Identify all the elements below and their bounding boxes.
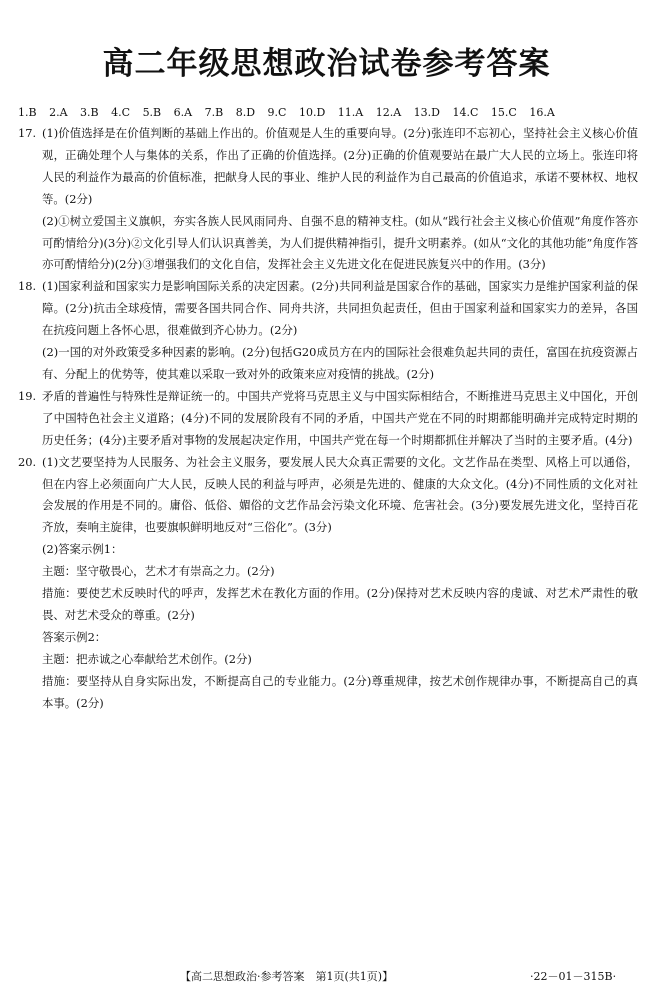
- question-17: [18, 123, 638, 276]
- answer-paragraph: (2)①树立爱国主义旗帜，夯实各族人民风雨同舟、自强不息的精神支柱。(如从“践行社会主义核心价值观”角度作答亦可酌情给分)(3分)②文化引导人们认识真善美，为人们提供精神指引，提升文明素养。(如从“文化的其他功能”角度作答亦可酌情给分)(2分)③增强我们的文化自信，发挥社会主义先进文化在促进民族复兴中的作用。(3分): [42, 213, 638, 272]
- page-footer: [0, 968, 653, 986]
- choice-answer: 8.D: [235, 106, 256, 119]
- question-number: 19.: [18, 388, 37, 403]
- answer-paragraph: 主题：把赤诚之心奉献给艺术创作。(2分): [42, 651, 252, 666]
- choice-answer: 14.C: [452, 106, 479, 119]
- page-title: 高二年级思想政治试卷参考答案: [102, 46, 551, 82]
- answer-paragraph: (1)价值选择是在价值判断的基础上作出的。价值观是人生的重要向导。(2分)张连印不忘初心，坚持社会主义核心价值观，正确处理个人与集体的关系，作出了正确的价值选择。(2分)正确的价值观要站在最广大人民的立场上。张连印将人民的利益作为最高的价值标准，把献身人民的事业、维护人民的利益作为自己最高的价值追求，承诺不要林权、地权等。(2分): [42, 126, 638, 206]
- question-content: [42, 386, 638, 452]
- question-18: [18, 276, 638, 386]
- answer-paragraph: 措施：要使艺术反映时代的呼声，发挥艺术在教化方面的作用。(2分)保持对艺术反映内容的虔诚、对艺术严肃性的敬畏、对艺术受众的尊重。(2分): [42, 586, 638, 622]
- question-content: [42, 123, 638, 276]
- answer-paragraph: (1)国家利益和国家实力是影响国际关系的决定因素。(2分)共同利益是国家合作的基础，国家实力是维护国家利益的保障。(2分)抗击全球疫情，需要各国共同合作、同舟共济，共同担负起责任，但由于国家利益和国家实力的差异，各国在抗疫问题上各怀心思，很难做到齐心协力。(2分): [42, 279, 638, 338]
- answer-body: [18, 123, 638, 714]
- choice-answer: 3.B: [80, 106, 99, 119]
- question-content: [42, 452, 638, 715]
- answer-paragraph: 措施：要坚持从自身实际出发，不断提高自己的专业能力。(2分)尊重规律，按艺术创作规律办事，不断提高自己的真本事。(2分): [42, 673, 638, 710]
- question-number: 20.: [18, 454, 37, 469]
- choice-answer: 9.C: [267, 106, 287, 119]
- answer-paragraph: 答案示例2：: [42, 629, 107, 644]
- footer-page-info: 【高二思想政治·参考答案 第1页(共1页)】: [180, 970, 394, 983]
- question-number: 17.: [18, 126, 37, 140]
- question-20: [18, 452, 638, 715]
- choice-answer: 12.A: [375, 106, 402, 119]
- choice-answer: 13.D: [413, 106, 440, 119]
- choice-answer: 4.C: [111, 106, 131, 119]
- question-19: [18, 386, 638, 452]
- choice-answer: 10.D: [298, 106, 326, 119]
- answer-paragraph: (2)答案示例1：: [42, 542, 123, 557]
- choice-answer: 11.A: [337, 106, 364, 119]
- choice-answer: 16.A: [529, 106, 555, 119]
- choice-answer: 15.C: [490, 106, 517, 119]
- answer-paragraph: (2)一国的对外政策受多种因素的影响。(2分)包括G20成员方在内的国际社会很难负起共同的责任，富国在抗疫资源占有、分配上的优势等，使其难以采取一致对外的政策来应对疫情的挑战。(2分): [42, 345, 638, 381]
- choice-answer: 2.A: [49, 106, 68, 119]
- answer-paragraph: (1)文艺要坚持为人民服务、为社会主义服务，要发展人民大众真正需要的文化。文艺作品在类型、风格上可以通俗，但在内容上必须面向广大人民，反映人民的利益与呼声，必须是先进的、健康的大众文化。(4分)不同性质的文化对社会发展的作用是不同的。庸俗、低俗、媚俗的文艺作品会污染文化环境、危害社会。(3分)要发展先进文化，坚持百花齐放，奏响主旋律，也要旗帜鲜明地反对“三俗化”。(3分): [42, 454, 638, 535]
- answer-paragraph: 矛盾的普遍性与特殊性是辩证统一的。中国共产党将马克思主义与中国实际相结合，不断推进马克思主义中国化，开创了中国特色社会主义道路；(4分)不同的发展阶段有不同的矛盾，中国共产党在不同的时期都能明确并完成特定时期的历史任务；(4分)主要矛盾对事物的发展起决定作用，中国共产党在每一个时期都抓住并解决了当时的主要矛盾。(4分): [42, 388, 638, 447]
- choice-answer: 1.B: [18, 106, 37, 119]
- choice-answer: 7.B: [204, 106, 224, 119]
- choice-answer: 6.A: [173, 106, 193, 119]
- question-number: 18.: [18, 279, 37, 294]
- choice-answer: 5.B: [142, 106, 162, 119]
- question-content: [42, 276, 638, 386]
- answer-paragraph: 主题：坚守敬畏心，艺术才有崇高之力。(2分): [42, 564, 275, 579]
- choice-answer-line: [18, 104, 648, 121]
- footer-code: ·22－01－315B·: [530, 970, 617, 983]
